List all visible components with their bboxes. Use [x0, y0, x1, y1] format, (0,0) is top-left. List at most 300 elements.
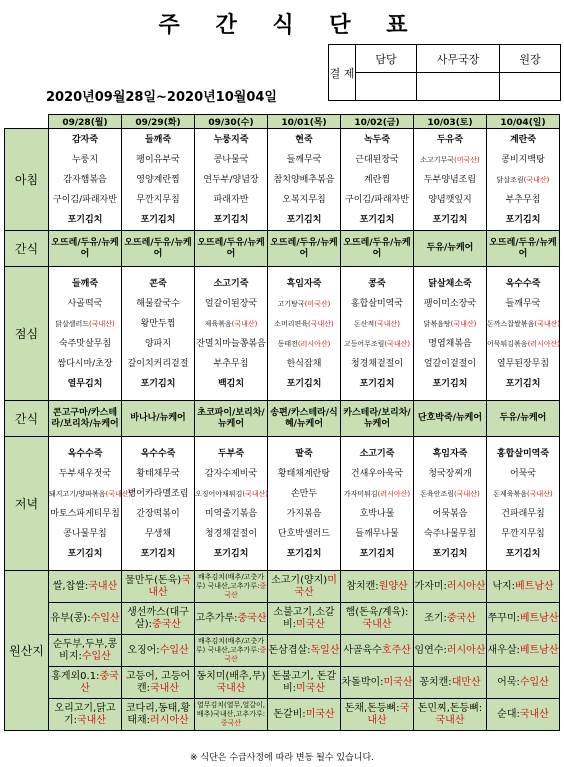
dish-item: 감자수제비국 — [204, 468, 258, 479]
origin-cell — [268, 699, 341, 731]
origin-cell — [414, 571, 487, 603]
dish-item: 잔멸치마늘쫑볶음 — [196, 338, 266, 349]
dish-item: 청경채겉절이 — [204, 528, 258, 539]
origin-cell — [487, 699, 560, 731]
origin-cell — [414, 667, 487, 699]
origin-country: 러시아산 — [446, 580, 486, 592]
origin-item: 배추김치(배추/고춧가루) 국내산,고추가루: — [195, 573, 264, 590]
dish-item: 한식잡채 — [286, 358, 322, 369]
origin-item: 사골육수 — [343, 644, 382, 656]
dish-item: 황태채계란탕 — [277, 468, 331, 479]
lunch-cell — [414, 267, 487, 401]
lunch-label: 점심 — [5, 267, 49, 401]
origin-cell — [268, 635, 341, 667]
snack1-cell: 오뜨레/두유/뉴케어 — [122, 231, 195, 267]
dish-item: 부추무침 — [505, 194, 541, 205]
dish-item: 포기김치 — [213, 214, 249, 225]
day-header: 10/02(금) — [341, 115, 414, 129]
origin-country: 국내산 — [216, 682, 246, 694]
origin-country: 국내산 — [88, 580, 118, 592]
dish-item: 흑임자죽 — [432, 448, 468, 459]
origin-item: 고등어, 고등어캔: — [125, 670, 191, 694]
dish-item: 들깨죽 — [71, 278, 99, 289]
snack2-cell: 두유/뉴케어 — [487, 401, 560, 437]
dish-item: 감자죽 — [71, 134, 99, 145]
origin-country: 러시아산 — [446, 644, 486, 656]
dish-item: 포기김치 — [140, 378, 176, 389]
origin-cell — [341, 603, 414, 635]
dish-item: 녹두죽 — [363, 134, 391, 145]
dinner-cell — [195, 437, 268, 571]
origin-cell — [414, 603, 487, 635]
dish-item: 동태전(러시아산) — [277, 339, 331, 348]
origin-country: 중국산 — [224, 582, 267, 599]
dish-item: 사골떡국 — [67, 298, 103, 309]
dish-item: 백김치 — [217, 378, 245, 389]
dish-item: 건파래무침 — [501, 508, 545, 519]
page-title: 주 간 식 단 표 — [158, 13, 422, 38]
origin-item: 돈민찌,돈등뼈: — [417, 702, 483, 714]
approval-label: 결 제 — [329, 45, 356, 101]
origin-country: 수입산 — [81, 650, 111, 662]
approval-col-manager: 사무국장 — [417, 45, 500, 73]
dish-origin-note: (러시아산) — [297, 339, 331, 348]
snack1-cell: 오뜨레/두유/뉴케어 — [341, 231, 414, 267]
dish-item: 두부양념조림 — [423, 174, 477, 185]
origin-item: 쌀,찹쌀: — [52, 580, 89, 592]
origin-item: 돈채,돈등뼈: — [344, 702, 400, 714]
dish-item: 해물칼국수 — [136, 298, 180, 309]
approval-sign-staff — [356, 73, 417, 101]
breakfast-cell — [268, 129, 341, 231]
dish-item: 포기김치 — [286, 214, 322, 225]
dish-origin-note: (국내산) — [450, 319, 477, 328]
origin-country: 미국산 — [305, 708, 335, 720]
dish-item: 포기김치 — [67, 548, 103, 559]
origin-item: 배추김치(배추/고춧가루) 국내산,고추가루: — [195, 637, 264, 654]
origin-item: 동치미(배추,무) — [196, 670, 266, 682]
dish-item: 팽이유부국 — [136, 154, 180, 165]
dish-item: 소머리편육(국내산) — [274, 319, 334, 328]
dish-item: 흑임자죽 — [286, 278, 322, 289]
origin-item: 돈불고기, 돈갈비: — [271, 670, 337, 694]
origin-item: 순두부,두부,콩비지: — [52, 638, 118, 662]
dish-item: 양념깻잎지 — [428, 194, 472, 205]
origin-cell — [268, 571, 341, 603]
origin-cell — [122, 635, 195, 667]
day-header: 09/30(수) — [195, 115, 268, 129]
dish-item: 단호박샐러드 — [277, 528, 331, 539]
dish-item: 포기김치 — [67, 214, 103, 225]
dish-item: 두부새우젓국 — [58, 468, 112, 479]
dish-item: 계란찜 — [363, 174, 391, 185]
dish-item: 소고기죽 — [359, 448, 395, 459]
dinner-cell — [341, 437, 414, 571]
dish-origin-note: (러시아산) — [527, 339, 561, 348]
dish-item: 얼갈이겉절이 — [423, 358, 477, 369]
date-range: 2020년09월28일~2020년10월04일 — [46, 90, 277, 105]
dish-item: 옥수수죽 — [67, 448, 103, 459]
origin-row — [5, 571, 560, 603]
dish-item: 열무김치 — [67, 378, 103, 389]
dish-item: 가지볶음 — [286, 508, 322, 519]
dish-item: 호박나물 — [359, 508, 395, 519]
origin-row — [5, 635, 560, 667]
dish-item: 연두부/양념장 — [203, 174, 259, 185]
dish-origin-note: (미국산) — [304, 299, 331, 308]
dish-origin-note: (미국산) — [454, 155, 480, 164]
dish-item: 닭살조림(국내산) — [496, 175, 550, 184]
origin-row — [5, 699, 560, 731]
dish-origin-note: (국내산) — [89, 319, 115, 328]
dish-item: 포기김치 — [359, 378, 395, 389]
origin-country: 수입산 — [90, 612, 120, 624]
dish-item: 팥죽 — [295, 448, 313, 459]
dinner-cell — [122, 437, 195, 571]
lunch-cell — [487, 267, 560, 401]
origin-item: 물만두(돈육) — [125, 574, 182, 586]
origin-row — [5, 667, 560, 699]
origin-item: 유부(콩): — [50, 612, 91, 624]
dish-item: 황태채무국 — [136, 468, 180, 479]
snack2-cell: 콘고구마/카스테라/보리차/뉴케어 — [49, 401, 122, 437]
lunch-cell — [268, 267, 341, 401]
dish-item: 들깨무국 — [505, 298, 541, 309]
dish-item: 오징어야채튀김(국내산) — [195, 489, 269, 498]
dinner-cell — [487, 437, 560, 571]
origin-cell — [414, 699, 487, 731]
origin-item: 순대: — [497, 708, 520, 720]
origin-item: 차돌박이: — [341, 676, 384, 688]
dish-item: 감자햄볶음 — [63, 174, 107, 185]
origin-item: 돈갈비: — [273, 708, 306, 720]
snack2-cell: 카스테라/보리차/뉴케어 — [341, 401, 414, 437]
dish-item: 열무된장무침 — [496, 358, 550, 369]
origin-cell — [49, 635, 122, 667]
dish-item: 들깨죽 — [144, 134, 172, 145]
origin-cell — [49, 571, 122, 603]
origin-item: 생선까스(대구살): — [127, 606, 189, 630]
dish-item: 청경채겉절이 — [350, 358, 404, 369]
approval-box — [328, 44, 561, 101]
origin-country: 중국산 — [224, 646, 267, 663]
origin-country: 원양산 — [378, 580, 408, 592]
dish-item: 가자미튀김(러시아산) — [343, 489, 411, 498]
breakfast-cell — [487, 129, 560, 231]
origin-country: 국내산 — [519, 708, 549, 720]
menu-table — [4, 114, 560, 731]
day-header: 10/03(토) — [414, 115, 487, 129]
dish-item: 미역줄기볶음 — [204, 508, 258, 519]
origin-country: 대만산 — [451, 676, 481, 688]
breakfast-row — [5, 129, 560, 231]
dinner-cell — [49, 437, 132, 571]
dinner-cell — [414, 437, 487, 571]
origin-item: 햄(돈육/계육): — [345, 606, 409, 618]
dish-item: 쌈다시마/초장 — [57, 358, 113, 369]
approval-col-staff: 담당 — [356, 45, 417, 73]
dinner-label: 저녁 — [5, 437, 49, 571]
dish-item: 무깐지무침 — [136, 194, 180, 205]
origin-country: 중국산 — [151, 618, 181, 630]
dish-origin-note: (국내산) — [523, 175, 550, 184]
origin-country: 국내산 — [435, 714, 465, 726]
origin-country: 미국산 — [294, 574, 337, 598]
origin-item: 고추가루: — [195, 612, 238, 624]
dish-item: 닭볶음탕(국내산) — [423, 319, 477, 328]
dish-item: 간장떡볶이 — [136, 508, 180, 519]
origin-cell — [414, 635, 487, 667]
dish-item: 고기탕국(미국산) — [277, 299, 331, 308]
dish-item: 부추무침 — [213, 358, 249, 369]
origin-item: 꽁치캔: — [419, 676, 452, 688]
dish-item: 홍합살미역죽 — [496, 448, 550, 459]
dish-item: 구이김/파래자반 — [345, 194, 409, 205]
dish-item: 갈이치커리겉절 — [127, 358, 189, 369]
origin-country: 러시아산 — [150, 714, 189, 726]
origin-cell — [195, 699, 268, 731]
dish-item: 포기김치 — [359, 214, 395, 225]
snack2-cell: 초코파이/보리차/뉴케어 — [195, 401, 268, 437]
origin-item: 열무김치(열무,얼갈이,배추)국내산,고추가루: — [196, 701, 266, 718]
origin-country: 국내산 — [148, 574, 191, 598]
dish-origin-note: (러시아산) — [377, 489, 411, 498]
dish-item: 얼갈이된장국 — [204, 298, 258, 309]
origin-cell — [49, 667, 122, 699]
dish-item: 계란죽 — [509, 134, 537, 145]
origin-cell — [49, 603, 122, 635]
dinner-row — [5, 437, 560, 571]
origin-country: 국내산 — [77, 714, 106, 726]
origin-cell — [49, 699, 122, 731]
snack1-cell: 오뜨레/두유/뉴케어 — [195, 231, 268, 267]
origin-country: 중국산 — [80, 670, 119, 694]
origin-item: 오징어: — [127, 644, 160, 656]
day-header: 09/28(월) — [49, 115, 122, 129]
origin-country: 국내산 — [362, 618, 392, 630]
dish-item: 양파지 — [144, 338, 172, 349]
dish-item: 소고기죽 — [213, 278, 249, 289]
dish-item: 포기김치 — [432, 548, 468, 559]
lunch-cell — [122, 267, 195, 401]
origin-cell — [487, 667, 560, 699]
dish-item: 두부죽 — [217, 448, 245, 459]
origin-country: 베트남산 — [515, 580, 554, 592]
origin-cell — [487, 635, 560, 667]
dish-item: 콩나물무침 — [63, 528, 107, 539]
origin-cell — [122, 699, 195, 731]
dish-item: 닭살샐러드(국내산) — [55, 319, 115, 328]
origin-country: 미국산 — [296, 682, 325, 694]
origin-country: 베트남산 — [519, 612, 559, 624]
approval-sign-director — [500, 73, 561, 101]
origin-item: 참치캔: — [346, 580, 379, 592]
dish-item: 어묵볶음 — [432, 508, 468, 519]
snack2-cell: 단호박죽/뉴케어 — [414, 401, 487, 437]
origin-country: 중국산 — [237, 612, 267, 624]
origin-cell — [341, 571, 414, 603]
day-header: 09/29(화) — [122, 115, 195, 129]
origin-cell — [195, 571, 268, 603]
lunch-cell — [195, 267, 268, 401]
origin-item: 조기: — [424, 612, 447, 624]
dish-item: 무깐지무침 — [501, 528, 545, 539]
origin-country: 미국산 — [383, 676, 413, 688]
origin-item: 소불고기,소갈비: — [273, 606, 335, 630]
dish-item: 마토스파게티무침 — [50, 508, 120, 519]
lunch-row — [5, 267, 560, 401]
origin-country: 중국산 — [220, 719, 242, 727]
dish-item: 소고기무국(미국산) — [420, 155, 480, 164]
dish-item: 누룽지 — [71, 154, 99, 165]
dish-item: 무생채 — [144, 528, 172, 539]
dish-item: 포기김치 — [359, 548, 395, 559]
dish-item: 포기김치 — [140, 548, 176, 559]
origin-country: 수입산 — [519, 676, 549, 688]
origin-item: 새우살: — [487, 644, 520, 656]
dish-origin-note: (국내산) — [308, 319, 334, 328]
dinner-cell — [268, 437, 341, 571]
dish-item: 콩죽 — [368, 278, 386, 289]
dish-item: 돼지고기/양파볶음(국내산) — [49, 489, 132, 498]
origin-item: 어묵: — [497, 676, 520, 688]
dish-item: 어묵국 — [509, 468, 537, 479]
breakfast-cell — [414, 129, 487, 231]
snack2-label: 간식 — [5, 401, 49, 437]
footnote: ※ 식단은 수급사정에 따라 변동 될수 있습니다. — [189, 753, 375, 763]
day-header: 10/04(일) — [487, 115, 560, 129]
origin-cell — [122, 667, 195, 699]
dish-item: 현죽 — [295, 134, 313, 145]
dish-item: 옥수수죽 — [140, 448, 176, 459]
breakfast-cell — [195, 129, 268, 231]
origin-country: 수입산 — [159, 644, 189, 656]
dish-origin-note: (국내산) — [231, 319, 258, 328]
dish-origin-note: (국내산) — [105, 489, 132, 498]
dish-item: 제육볶음(국내산) — [204, 319, 258, 328]
dish-item: 고등어무조림(국내산) — [343, 339, 411, 348]
dish-item: 포기김치 — [505, 378, 541, 389]
dish-item: 숙주나물무침 — [423, 528, 477, 539]
snack1-label: 간식 — [5, 231, 49, 267]
dish-origin-note: (국내산) — [242, 489, 269, 498]
dish-item: 포기김치 — [432, 214, 468, 225]
dish-item: 청국장찌개 — [428, 468, 472, 479]
dish-item: 닭살채소죽 — [428, 278, 472, 289]
dish-item: 병어카라멜조림 — [127, 488, 189, 499]
origin-cell — [341, 699, 414, 731]
origin-country: 베트남산 — [519, 644, 559, 656]
approval-col-director: 원장 — [500, 45, 561, 73]
lunch-cell — [49, 267, 122, 401]
dish-item: 홍합살미역국 — [350, 298, 404, 309]
dish-item: 손만두 — [290, 488, 318, 499]
snack2-row — [5, 401, 560, 437]
origin-country: 호주산 — [381, 644, 411, 656]
snack2-cell: 바나나/뉴케어 — [122, 401, 195, 437]
dish-item: 포기김치 — [140, 214, 176, 225]
origin-cell — [195, 635, 268, 667]
dish-item: 숙주맛살무침 — [58, 338, 112, 349]
dish-origin-note: (국내산) — [527, 489, 553, 498]
dish-item: 파래자반 — [213, 194, 249, 205]
origin-cell — [195, 603, 268, 635]
origin-cell — [122, 571, 195, 603]
dish-item: 콘죽 — [149, 278, 167, 289]
origin-cell — [341, 667, 414, 699]
origin-item: 코다리,동태,황태채: — [125, 702, 191, 726]
breakfast-cell — [122, 129, 195, 231]
dish-item: 포기김치 — [505, 214, 541, 225]
corner-cell — [5, 115, 49, 129]
origin-item: 소고기(양지) — [271, 574, 328, 586]
dish-item: 명엽채볶음 — [428, 338, 472, 349]
dish-item: 근대된장국 — [355, 154, 399, 165]
dish-item: 돈산적(국내산) — [353, 319, 401, 328]
origin-row — [5, 603, 560, 635]
dish-item: 구이김/파래자반 — [53, 194, 117, 205]
dish-item: 어묵튀김볶음(러시아산) — [487, 339, 561, 348]
origin-item: 낙지: — [492, 580, 516, 592]
origin-cell — [268, 603, 341, 635]
dish-item: 건새우아욱국 — [350, 468, 404, 479]
dish-item: 포기김치 — [505, 548, 541, 559]
origin-country: 미국산 — [296, 618, 325, 630]
snack1-cell: 두유/뉴케어 — [414, 231, 487, 267]
dish-item: 포기김치 — [286, 548, 322, 559]
snack1-cell: 오뜨레/두유/뉴케어 — [487, 231, 560, 267]
origin-cell — [268, 667, 341, 699]
origin-cell — [341, 635, 414, 667]
origin-item: 가자미: — [414, 580, 447, 592]
dish-origin-note: (국내산) — [534, 319, 561, 328]
dish-origin-note: (국내산) — [384, 339, 411, 348]
dish-item: 옥수수죽 — [505, 278, 541, 289]
origin-country: 독일산 — [310, 644, 340, 656]
dish-item: 오복지무침 — [282, 194, 326, 205]
dish-item: 누룽지죽 — [213, 134, 249, 145]
origin-country: 국내산 — [150, 682, 179, 694]
breakfast-cell — [49, 129, 122, 231]
snack1-row — [5, 231, 560, 267]
dish-item: 포기김치 — [432, 378, 468, 389]
origin-item: 쭈꾸미: — [487, 612, 520, 624]
origin-item: 돈삼겹살: — [268, 644, 311, 656]
dish-origin-note: (국내산) — [374, 319, 401, 328]
dish-item: 팽이미소장국 — [423, 298, 477, 309]
snack1-cell: 오뜨레/두유/뉴케어 — [268, 231, 341, 267]
dish-item: 들깨무나물 — [355, 528, 399, 539]
dish-item: 두유죽 — [436, 134, 464, 145]
dish-item: 포기김치 — [286, 378, 322, 389]
origin-country: 국내산 — [367, 702, 410, 726]
snack1-cell: 오뜨레/두유/뉴케어 — [49, 231, 122, 267]
origin-label: 원산지 — [5, 571, 49, 731]
origin-item: 홍게외0.1: — [51, 670, 100, 682]
dish-item: 돈육안조림(국내산) — [420, 489, 480, 498]
origin-item: 오리고기,닭고기: — [54, 702, 116, 726]
breakfast-label: 아침 — [5, 129, 49, 231]
dish-item: 포기김치 — [213, 548, 249, 559]
day-header-row — [5, 115, 560, 129]
approval-sign-manager — [417, 73, 500, 101]
dish-item: 참치양배추볶음 — [273, 174, 335, 185]
snack2-cell: 송편/카스테라/식혜/뉴케어 — [268, 401, 341, 437]
origin-cell — [195, 667, 268, 699]
dish-item: 콩비지백탕 — [501, 154, 545, 165]
breakfast-cell — [341, 129, 414, 231]
dish-item: 콩나물국 — [213, 154, 249, 165]
